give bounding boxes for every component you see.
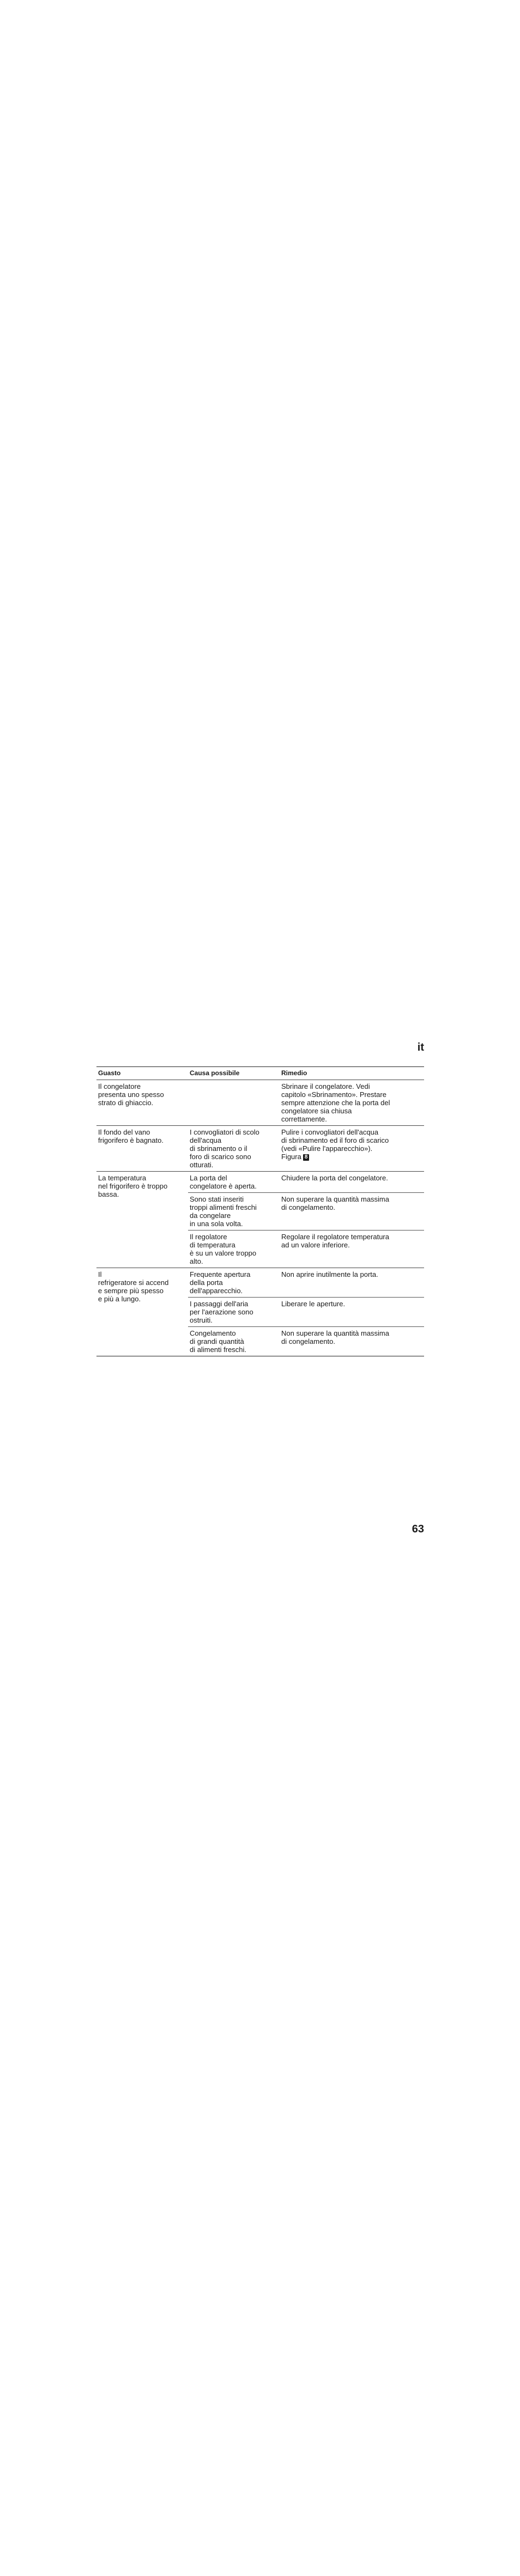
- cause-cell: Frequente apertura della porta dell'apparecchio.: [188, 1268, 280, 1298]
- fault-cell: Il refrigeratore si accend e sempre più spesso e più a lungo.: [96, 1268, 188, 1356]
- header-fault: Guasto: [96, 1067, 188, 1080]
- remedy-cell: [280, 1126, 424, 1172]
- table-row: [96, 1268, 424, 1298]
- remedy-cell: Non superare la quantità massima di congelamento.: [280, 1327, 424, 1356]
- table-row: [96, 1126, 424, 1172]
- cause-cell: [188, 1080, 280, 1126]
- remedy-cell: Non aprire inutilmente la porta.: [280, 1268, 424, 1298]
- figure-number-badge: 8: [303, 1154, 310, 1161]
- cause-cell: Il regolatore di temperatura è su un valore troppo alto.: [188, 1231, 280, 1268]
- table-header-row: [96, 1067, 424, 1080]
- troubleshooting-table: [96, 1066, 424, 1356]
- cause-cell: I passaggi dell'aria per l'aerazione sono ostruiti.: [188, 1298, 280, 1327]
- remedy-cell: Chiudere la porta del congelatore.: [280, 1172, 424, 1193]
- language-code: it: [417, 1041, 424, 1053]
- header-remedy: Rimedio: [280, 1067, 424, 1080]
- fault-cell: Il fondo del vano frigorifero è bagnato.: [96, 1126, 188, 1172]
- remedy-cell: Sbrinare il congelatore. Vedi capitolo «Sbrinamento». Prestare sempre attenzione che la porta del congelatore sia chiusa correttamente.: [281, 1082, 390, 1123]
- table-row: [96, 1172, 424, 1193]
- cause-cell: I convogliatori di scolo dell'acqua di sbrinamento o il foro di scarico sono otturati.: [188, 1126, 280, 1172]
- header-cause: Causa possibile: [188, 1067, 280, 1080]
- remedy-text: Pulire i convogliatori dell'acqua di sbrinamento ed il foro di scarico (vedi «Pulire l'apparecchio»). Figura: [281, 1128, 389, 1161]
- remedy-cell: Regolare il regolatore temperatura ad un valore inferiore.: [280, 1231, 424, 1268]
- remedy-cell: Non superare la quantità massima di congelamento.: [280, 1193, 424, 1231]
- page-number: 63: [412, 1523, 424, 1535]
- cause-cell: Sono stati inseriti troppi alimenti freschi da congelare in una sola volta.: [188, 1193, 280, 1231]
- table-row: [96, 1080, 424, 1126]
- fault-cell: La temperatura nel frigorifero è troppo bassa.: [96, 1172, 188, 1268]
- cause-cell: La porta del congelatore è aperta.: [188, 1172, 280, 1193]
- remedy-cell: Liberare le aperture.: [280, 1298, 424, 1327]
- fault-cell: Il congelatore presenta uno spesso strato di ghiaccio.: [96, 1080, 188, 1126]
- cause-cell: Congelamento di grandi quantità di alimenti freschi.: [188, 1327, 280, 1356]
